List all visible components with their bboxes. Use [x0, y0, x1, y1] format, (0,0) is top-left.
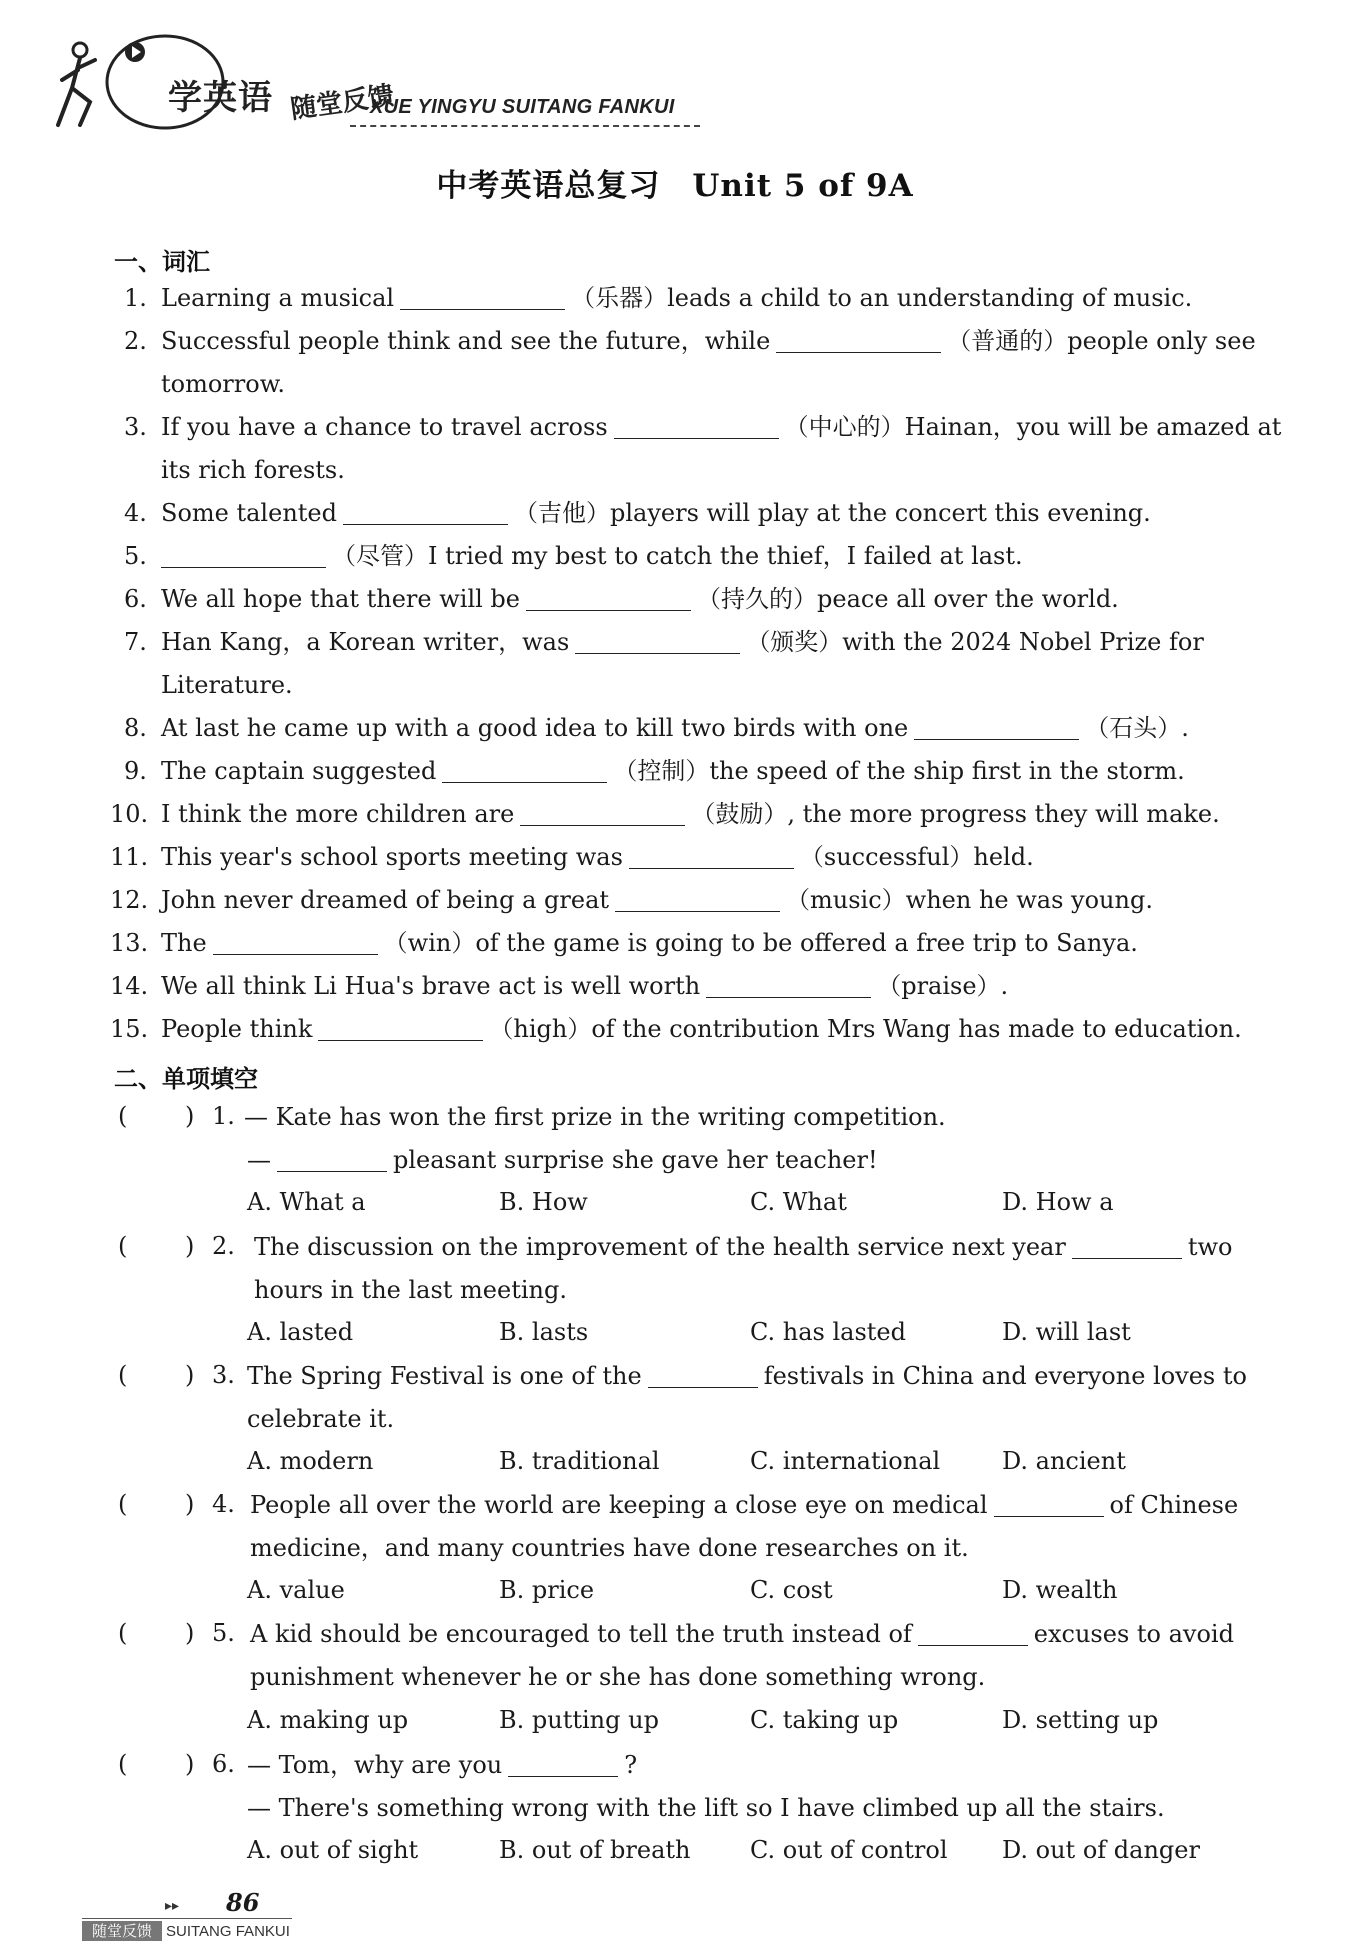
question-text: excuses to avoid	[1033, 1620, 1234, 1648]
option-c[interactable]: C. taking up	[750, 1706, 899, 1734]
vocab-text: （win）of the game is going to be offered a free trip to Sanya.	[383, 929, 1138, 957]
question-text: pleasant surprise she gave her teacher!	[393, 1146, 878, 1174]
vocab-line1	[161, 713, 1189, 743]
vocab-text: （中心的）Hainan，you will be amazed at	[784, 413, 1282, 441]
answer-paren-left[interactable]: (	[118, 1361, 128, 1389]
vocab-text: （持久的）peace all over the world.	[697, 585, 1119, 613]
option-b[interactable]: B. out of breath	[499, 1836, 691, 1864]
question-line1	[250, 1490, 1238, 1520]
vocab-text: I think the more children are	[161, 800, 515, 828]
answer-blank[interactable]	[614, 416, 779, 439]
option-d[interactable]: D. out of danger	[1002, 1836, 1200, 1864]
header-logo	[50, 30, 680, 140]
answer-blank[interactable]	[508, 1754, 618, 1777]
section-heading-vocabulary: 一、词汇	[114, 248, 210, 276]
option-a[interactable]: A. lasted	[247, 1318, 354, 1346]
question-text: ?	[624, 1751, 638, 1779]
vocab-line1	[161, 885, 1153, 915]
option-c[interactable]: C. international	[750, 1447, 941, 1475]
question-text: — Tom，why are you	[247, 1751, 503, 1779]
question-number: 1.	[212, 1102, 235, 1130]
vocab-number: 13.	[110, 929, 149, 957]
vocab-line1	[161, 799, 1220, 829]
vocab-number: 9.	[124, 757, 147, 785]
vocab-text: We all hope that there will be	[161, 585, 520, 613]
answer-blank[interactable]	[1072, 1236, 1182, 1259]
vocab-text: （石头）.	[1085, 714, 1189, 742]
vocab-line2: Literature.	[161, 671, 293, 699]
option-a[interactable]: A. making up	[247, 1706, 409, 1734]
vocab-text: John never dreamed of being a great	[161, 886, 610, 914]
answer-blank[interactable]	[706, 975, 871, 998]
answer-blank[interactable]	[318, 1018, 483, 1041]
option-d[interactable]: D. ancient	[1002, 1447, 1126, 1475]
vocab-text: At last he came up with a good idea to kill two birds with one	[161, 714, 909, 742]
vocab-text: Han Kang，a Korean writer，was	[161, 628, 570, 656]
answer-blank[interactable]	[648, 1365, 758, 1388]
vocab-line1	[161, 756, 1185, 786]
answer-paren-left[interactable]: (	[118, 1490, 128, 1518]
section-heading-multiple-choice: 二、单项填空	[114, 1065, 258, 1093]
footer-rule	[82, 1918, 292, 1919]
vocab-line1	[161, 842, 1034, 872]
answer-paren-right: )	[185, 1619, 195, 1647]
vocab-text: （praise）.	[877, 972, 1009, 1000]
option-a[interactable]: A. value	[247, 1576, 345, 1604]
answer-blank[interactable]	[575, 631, 740, 654]
answer-blank[interactable]	[776, 330, 941, 353]
question-text: — Kate has won the first prize in the writing competition.	[244, 1103, 946, 1131]
answer-blank[interactable]	[615, 889, 780, 912]
vocab-number: 11.	[110, 843, 149, 871]
vocab-text: The	[161, 929, 207, 957]
dash: —	[247, 1146, 271, 1174]
vocab-line1	[161, 584, 1119, 614]
question-line1	[247, 1361, 1247, 1391]
option-d[interactable]: D. How a	[1002, 1188, 1114, 1216]
vocab-text: We all think Li Hua's brave act is well worth	[161, 972, 701, 1000]
answer-paren-left[interactable]: (	[118, 1619, 128, 1647]
vocab-line1	[161, 283, 1192, 313]
vocab-text: The captain suggested	[161, 757, 437, 785]
question-number: 3.	[212, 1361, 235, 1389]
answer-blank[interactable]	[400, 287, 565, 310]
vocab-number: 3.	[124, 413, 147, 441]
option-a[interactable]: A. out of sight	[247, 1836, 419, 1864]
vocab-number: 2.	[124, 327, 147, 355]
vocab-text: People think	[161, 1015, 313, 1043]
page-title: 中考英语总复习 Unit 5 of 9A	[436, 168, 914, 204]
vocab-line1	[161, 498, 1151, 528]
vocab-line2: its rich forests.	[161, 456, 345, 484]
question-line1	[247, 1750, 637, 1780]
vocab-line1	[161, 1014, 1242, 1044]
footer-arrows-icon: ▸▸	[165, 1898, 180, 1914]
brand-pinyin: XUE YINGYU SUITANG FANKUI	[370, 96, 675, 118]
option-a[interactable]: A. What a	[247, 1188, 366, 1216]
answer-blank[interactable]	[526, 588, 691, 611]
option-b[interactable]: B. How	[499, 1188, 588, 1216]
vocab-number: 10.	[110, 800, 149, 828]
vocab-text: （尽管）I tried my best to catch the thief，I failed at last.	[332, 542, 1023, 570]
vocab-line1	[161, 627, 1204, 657]
question-line2	[247, 1145, 878, 1175]
answer-blank[interactable]	[520, 803, 685, 826]
question-text: two	[1187, 1233, 1233, 1261]
question-text: A kid should be encouraged to tell the truth instead of	[250, 1620, 912, 1648]
question-text: The discussion on the improvement of the health service next year	[254, 1233, 1066, 1261]
vocab-text: Some talented	[161, 499, 337, 527]
option-b[interactable]: B. price	[499, 1576, 595, 1604]
answer-blank[interactable]	[343, 502, 508, 525]
vocab-text: （颁奖）with the 2024 Nobel Prize for	[746, 628, 1204, 656]
option-d[interactable]: D. wealth	[1002, 1576, 1118, 1604]
option-b[interactable]: B. putting up	[499, 1706, 659, 1734]
question-line2: punishment whenever he or she has done something wrong.	[250, 1663, 986, 1691]
question-text: of Chinese	[1109, 1491, 1239, 1519]
option-c[interactable]: C. has lasted	[750, 1318, 906, 1346]
vocab-text: This year's school sports meeting was	[161, 843, 623, 871]
question-line2: medicine，and many countries have done researches on it.	[250, 1534, 969, 1562]
vocab-line1	[161, 541, 1023, 571]
question-number: 5.	[212, 1619, 235, 1647]
answer-paren-right: )	[185, 1361, 195, 1389]
question-text: People all over the world are keeping a close eye on medical	[250, 1491, 988, 1519]
vocab-text: （普通的）people only see	[947, 327, 1256, 355]
vocab-text: （successful）held.	[799, 843, 1034, 871]
vocab-number: 6.	[124, 585, 147, 613]
brand-subtitle: 随堂反馈	[288, 80, 396, 126]
answer-blank[interactable]	[277, 1149, 387, 1172]
option-b[interactable]: B. lasts	[499, 1318, 589, 1346]
answer-paren-right: )	[185, 1102, 195, 1130]
vocab-number: 8.	[124, 714, 147, 742]
answer-paren-right: )	[185, 1750, 195, 1778]
vocab-number: 14.	[110, 972, 149, 1000]
brand-chinese: 学英语	[168, 78, 273, 118]
question-line1	[254, 1232, 1232, 1262]
option-b[interactable]: B. traditional	[499, 1447, 660, 1475]
vocab-number: 12.	[110, 886, 149, 914]
option-d[interactable]: D. setting up	[1002, 1706, 1159, 1734]
answer-blank[interactable]	[629, 846, 794, 869]
option-d[interactable]: D. will last	[1002, 1318, 1131, 1346]
vocab-text: （high）of the contribution Mrs Wang has made to education.	[489, 1015, 1242, 1043]
question-number: 6.	[212, 1750, 235, 1778]
option-c[interactable]: C. cost	[750, 1576, 833, 1604]
option-a[interactable]: A. modern	[247, 1447, 374, 1475]
answer-blank[interactable]	[442, 760, 607, 783]
page-number: 86	[226, 1888, 260, 1917]
vocab-line1	[161, 326, 1256, 356]
footer-badge: 随堂反馈	[82, 1921, 162, 1941]
vocab-line2: tomorrow.	[161, 370, 286, 398]
vocab-text: （控制）the speed of the ship first in the storm.	[613, 757, 1185, 785]
answer-paren-left[interactable]: (	[118, 1750, 128, 1778]
brand-dashed-line	[350, 125, 700, 127]
vocab-number: 5.	[124, 542, 147, 570]
option-c[interactable]: C. What	[750, 1188, 847, 1216]
option-c[interactable]: C. out of control	[750, 1836, 948, 1864]
question-line2: — There's something wrong with the lift so I have climbed up all the stairs.	[247, 1794, 1165, 1822]
footer-pinyin: SUITANG FANKUI	[166, 1923, 290, 1940]
answer-blank[interactable]	[994, 1494, 1104, 1517]
vocab-text: If you have a chance to travel across	[161, 413, 608, 441]
vocab-number: 15.	[110, 1015, 149, 1043]
answer-paren-left[interactable]: (	[118, 1232, 128, 1260]
vocab-number: 4.	[124, 499, 147, 527]
vocab-line1	[161, 412, 1281, 442]
vocab-number: 1.	[124, 284, 147, 312]
answer-paren-left[interactable]: (	[118, 1102, 128, 1130]
vocab-text: （乐器）leads a child to an understanding of music.	[571, 284, 1193, 312]
question-text: festivals in China and everyone loves to	[763, 1362, 1247, 1390]
answer-blank[interactable]	[161, 545, 326, 568]
answer-paren-right: )	[185, 1232, 195, 1260]
vocab-text: （鼓励）, the more progress they will make.	[691, 800, 1220, 828]
answer-blank[interactable]	[213, 932, 378, 955]
answer-blank[interactable]	[914, 717, 1079, 740]
question-line2: celebrate it.	[247, 1405, 395, 1433]
vocab-text: Learning a musical	[161, 284, 395, 312]
answer-paren-right: )	[185, 1490, 195, 1518]
vocab-text: （music）when he was young.	[786, 886, 1153, 914]
vocab-text: （吉他）players will play at the concert this evening.	[513, 499, 1151, 527]
answer-blank[interactable]	[918, 1623, 1028, 1646]
question-text: The Spring Festival is one of the	[247, 1362, 642, 1390]
vocab-text: Successful people think and see the future，while	[161, 327, 771, 355]
question-line1	[250, 1619, 1234, 1649]
vocab-number: 7.	[124, 628, 147, 656]
vocab-line1	[161, 928, 1138, 958]
question-number: 4.	[212, 1490, 235, 1518]
question-number: 2.	[212, 1232, 235, 1260]
question-line2: hours in the last meeting.	[254, 1276, 567, 1304]
vocab-line1	[161, 971, 1008, 1001]
